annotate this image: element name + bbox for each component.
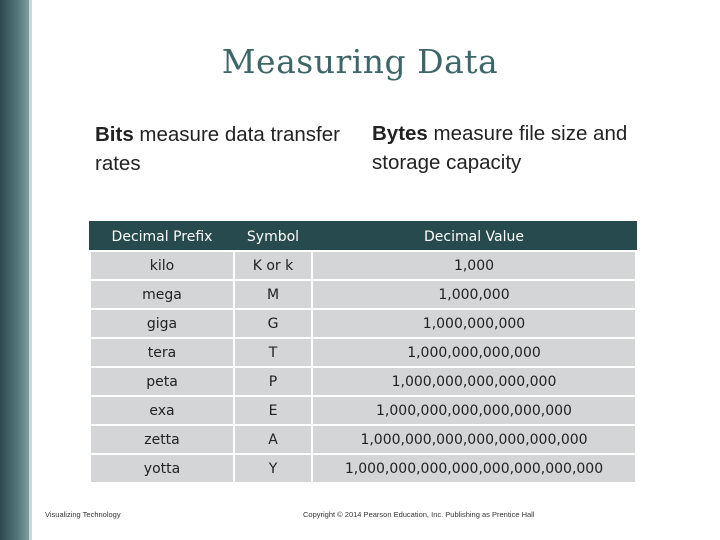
- value-cell: 1,000,000,000,000: [312, 338, 636, 367]
- bits-subheading: [95, 120, 345, 178]
- table-row: [90, 425, 636, 454]
- symbol-cell: Y: [234, 454, 312, 483]
- value-cell: 1,000,000,000,000,000,000,000,000: [312, 454, 636, 483]
- symbol-cell: G: [234, 309, 312, 338]
- header-decimal-value: Decimal Value: [312, 222, 636, 251]
- footer-source: Visualizing Technology: [45, 510, 121, 519]
- value-cell: 1,000,000,000,000,000: [312, 367, 636, 396]
- table-row: [90, 367, 636, 396]
- table-row: [90, 280, 636, 309]
- bytes-term: Bytes: [372, 122, 428, 145]
- table-header-row: [90, 222, 636, 251]
- decorative-left-bar-edge: [29, 0, 32, 540]
- prefix-cell: tera: [90, 338, 234, 367]
- prefix-cell: exa: [90, 396, 234, 425]
- table-row: [90, 338, 636, 367]
- prefix-cell: zetta: [90, 425, 234, 454]
- bits-term: Bits: [95, 123, 134, 146]
- table-row: [90, 454, 636, 483]
- bytes-subheading: [372, 119, 662, 177]
- prefix-cell: kilo: [90, 251, 234, 280]
- prefix-cell: peta: [90, 367, 234, 396]
- prefix-cell: yotta: [90, 454, 234, 483]
- bytes-description: measure file size and storage capacity: [372, 122, 628, 174]
- symbol-cell: T: [234, 338, 312, 367]
- footer-copyright: Copyright © 2014 Pearson Education, Inc. Publishing as Prentice Hall: [303, 510, 535, 519]
- table-row: [90, 309, 636, 338]
- value-cell: 1,000,000,000,000,000,000,000: [312, 425, 636, 454]
- symbol-cell: E: [234, 396, 312, 425]
- decimal-prefix-table: [89, 221, 637, 484]
- value-cell: 1,000: [312, 251, 636, 280]
- table-row: [90, 251, 636, 280]
- decorative-left-bar: [0, 0, 29, 540]
- value-cell: 1,000,000,000,000,000,000: [312, 396, 636, 425]
- symbol-cell: K or k: [234, 251, 312, 280]
- slide-title: Measuring Data: [221, 42, 499, 81]
- header-decimal-prefix: Decimal Prefix: [90, 222, 234, 251]
- prefix-cell: giga: [90, 309, 234, 338]
- prefix-cell: mega: [90, 280, 234, 309]
- header-symbol: Symbol: [234, 222, 312, 251]
- symbol-cell: M: [234, 280, 312, 309]
- symbol-cell: A: [234, 425, 312, 454]
- value-cell: 1,000,000: [312, 280, 636, 309]
- table-row: [90, 396, 636, 425]
- bits-description: measure data transfer rates: [95, 123, 340, 175]
- value-cell: 1,000,000,000: [312, 309, 636, 338]
- symbol-cell: P: [234, 367, 312, 396]
